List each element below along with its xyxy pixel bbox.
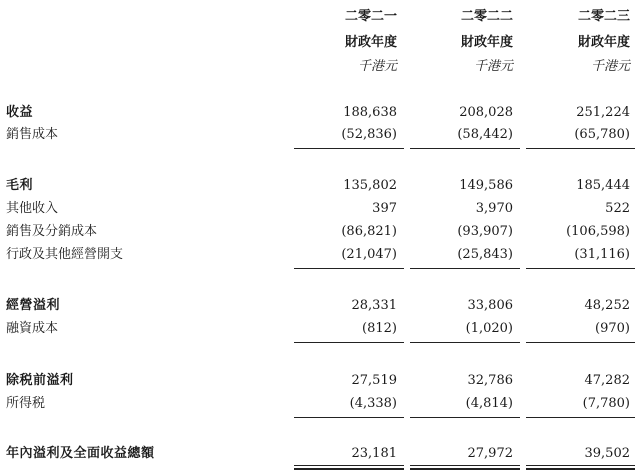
- value-2022: 149,586: [459, 178, 513, 193]
- value-2021: 28,331: [351, 298, 397, 313]
- value-2023: 251,224: [576, 105, 630, 120]
- row-profit-before-tax: [0, 371, 635, 391]
- value-2021: (21,047): [341, 247, 397, 262]
- value-2023: (970): [595, 321, 630, 336]
- subtotal-rule: [526, 417, 635, 418]
- row-other-income: [0, 199, 635, 219]
- row-label: 銷售及分銷成本: [6, 224, 98, 239]
- subtotal-rule: [294, 268, 404, 269]
- row-cost-of-sales: [0, 125, 635, 145]
- col-year-2021: 二零二一: [344, 9, 397, 24]
- value-2023: 522: [605, 201, 630, 216]
- value-2023: (65,780): [574, 127, 630, 142]
- col-year-2023: 二零二三: [577, 9, 630, 24]
- row-gross-profit: [0, 176, 635, 196]
- col-period-2021: 財政年度: [344, 35, 397, 50]
- row-operating-profit: [0, 296, 635, 316]
- subtotal-rule: [526, 268, 635, 269]
- value-2021: (52,836): [341, 127, 397, 142]
- subtotal-rule: [410, 417, 520, 418]
- value-2022: (58,442): [457, 127, 513, 142]
- total-double-rule: [410, 465, 520, 466]
- value-2022: (4,814): [465, 396, 513, 411]
- row-label: 除税前溢利: [6, 373, 74, 388]
- value-2022: 27,972: [467, 446, 513, 461]
- value-2021: 23,181: [351, 446, 397, 461]
- subtotal-rule: [526, 342, 635, 343]
- value-2023: 185,444: [576, 178, 630, 193]
- row-finance-costs: [0, 319, 635, 339]
- total-double-rule: [526, 468, 635, 470]
- value-2021: (86,821): [341, 224, 397, 239]
- subtotal-rule: [410, 148, 520, 149]
- value-2022: (1,020): [465, 321, 513, 336]
- row-label: 行政及其他經營開支: [6, 247, 124, 262]
- subtotal-rule: [294, 342, 404, 343]
- col-year-2022: 二零二二: [460, 9, 513, 24]
- value-2022: 208,028: [459, 105, 513, 120]
- total-double-rule: [526, 465, 635, 466]
- value-2021: 135,802: [343, 178, 397, 193]
- value-2023: 48,252: [584, 298, 630, 313]
- total-double-rule: [410, 468, 520, 470]
- row-revenue: [0, 103, 635, 123]
- row-profit-for-year: [0, 444, 635, 464]
- value-2021: 188,638: [343, 105, 397, 120]
- subtotal-rule: [294, 148, 404, 149]
- row-label: 毛利: [6, 178, 34, 193]
- value-2021: 27,519: [351, 373, 397, 388]
- row-label: 融資成本: [6, 321, 59, 336]
- total-double-rule: [294, 468, 404, 470]
- col-unit-2021: 千港元: [357, 59, 397, 74]
- col-period-2023: 財政年度: [577, 35, 630, 50]
- value-2022: (93,907): [457, 224, 513, 239]
- row-label: 其他收入: [6, 201, 59, 216]
- value-2021: 397: [372, 201, 397, 216]
- row-label: 經營溢利: [6, 298, 61, 313]
- value-2023: (106,598): [566, 224, 630, 239]
- col-unit-2023: 千港元: [590, 59, 630, 74]
- subtotal-rule: [410, 268, 520, 269]
- row-label: 年內溢利及全面收益總額: [6, 446, 155, 461]
- total-double-rule: [294, 465, 404, 466]
- col-unit-2022: 千港元: [473, 59, 513, 74]
- row-label: 收益: [6, 105, 34, 120]
- value-2022: 3,970: [475, 201, 513, 216]
- value-2023: (31,116): [574, 247, 630, 262]
- col-period-2022: 財政年度: [460, 35, 513, 50]
- value-2023: 47,282: [584, 373, 630, 388]
- subtotal-rule: [410, 342, 520, 343]
- row-label: 銷售成本: [6, 127, 59, 142]
- value-2022: 32,786: [467, 373, 513, 388]
- value-2022: 33,806: [467, 298, 513, 313]
- subtotal-rule: [294, 417, 404, 418]
- row-admin-expenses: [0, 245, 635, 265]
- subtotal-rule: [526, 148, 635, 149]
- row-selling-distribution: [0, 222, 635, 242]
- row-label: 所得税: [6, 396, 46, 411]
- row-income-tax: [0, 394, 635, 414]
- value-2021: (4,338): [349, 396, 397, 411]
- value-2021: (812): [362, 321, 397, 336]
- value-2022: (25,843): [457, 247, 513, 262]
- value-2023: 39,502: [584, 446, 630, 461]
- value-2023: (7,780): [582, 396, 630, 411]
